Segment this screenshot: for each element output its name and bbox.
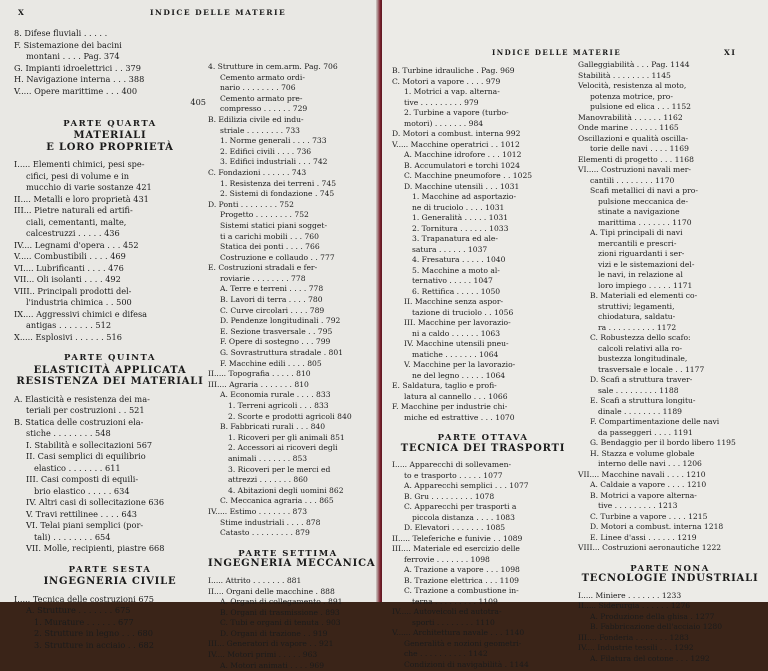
index-line: I..... Elementi chimici, pesi spe-	[14, 159, 145, 169]
index-line: roviarie . . . . . . . . 778	[220, 273, 306, 283]
index-line: X..... Esplosivi . . . . . . 516	[14, 331, 122, 342]
index-line: 3. Edifici industriali . . . 742	[220, 157, 328, 167]
index-line: Statica dei ponti . . . . 766	[220, 242, 320, 252]
index-line: 3. Ricoveri per le merci ed	[228, 464, 331, 474]
index-line: calcoli relativi alla ro-	[598, 343, 683, 353]
index-line: Sistemi statici piani sogget-	[220, 220, 328, 230]
index-line: 3. Trapanatura ed ale-	[412, 234, 498, 243]
index-line: F. Compartimentazione delle navi	[590, 417, 720, 426]
left-page	[0, 0, 382, 670]
index-line: antigas . . . . . . . 512	[26, 320, 112, 330]
index-line: D. Scafi a struttura traver-	[590, 375, 693, 384]
index-line: to e trasporto . . . . . 1077	[404, 470, 503, 480]
index-line: A. Organi di collegamento . 891	[220, 597, 343, 607]
index-line: C. Tubi e organi di tenuta . 903	[220, 618, 341, 628]
index-line: piccola distanza . . . . 1083	[412, 512, 515, 522]
index-line: E. Scafi a struttura longitu-	[590, 396, 696, 405]
index-line: ti a carichi mobili . . . 760	[220, 231, 319, 241]
index-line: A. Apparecchi semplici . . . 1077	[404, 481, 529, 490]
index-line: III.... Materiale ed esercizio delle	[392, 544, 520, 553]
index-line: V. Travi rettilinee . . . . 643	[26, 508, 137, 519]
index-line: VI..... Costruzioni navali mer-	[578, 165, 691, 174]
index-line: V. Macchine per la lavorazio-	[404, 360, 516, 369]
index-line: Oscillazioni e qualità oscilla-	[578, 133, 689, 143]
index-line: III. Casi composti di equili-	[26, 474, 139, 484]
index-line: torie delle navi . . . . 1169	[590, 144, 689, 153]
index-line: 1. Terreni agricoli . . . 833	[228, 401, 329, 410]
index-line: Cemento armato pre-	[220, 93, 303, 103]
index-line: Manovrabilità . . . . . . 1162	[578, 112, 683, 122]
part-label: PARTE SESTA	[68, 564, 152, 575]
index-line: C. Turbine a vapore . . . . 1215	[590, 511, 708, 521]
part-title: INGEGNERIA MECCANICA	[208, 558, 376, 570]
index-line: 2. Sistemi di fondazione . 745	[220, 189, 335, 199]
index-line: D. Pendenze longitudinali . 792	[220, 316, 341, 326]
index-line: IV..... Estimo . . . . . . . 873	[208, 506, 308, 516]
index-line: VIII.. Principali prodotti del-	[14, 285, 132, 296]
index-line: B. Accumulatori e torchi 1024	[404, 160, 520, 170]
part-title: INGEGNERIA CIVILE	[43, 576, 177, 587]
index-line: Elementi di progetto . . . 1168	[578, 154, 694, 164]
index-line: V..... Macchine operatrici . . 1012	[392, 139, 520, 149]
index-line: terna . . . . . . . . . 1109	[412, 596, 498, 606]
index-line: 1. Generalità . . . . . 1031	[412, 213, 509, 222]
index-line: E. Saldatura, taglio e profi-	[392, 381, 497, 390]
index-line: 2. Turbine a vapore (turbo-	[404, 108, 509, 117]
index-line: sporti . . . . . . . . 1110	[412, 617, 495, 627]
index-line: A. Terre e terreni . . . . 778	[220, 284, 324, 294]
index-line: B. Organi di trasmissione . 893	[220, 607, 340, 617]
index-line: cantili . . . . . . . . 1170	[590, 175, 675, 185]
index-line: da passeggeri . . . . 1191	[598, 427, 693, 437]
index-line: III.... Agraria . . . . . . . 810	[208, 379, 309, 389]
index-line: ternativo . . . . . 1047	[412, 276, 493, 285]
index-line: C. Motori a vapore . . . . 979	[392, 76, 501, 86]
index-line: Velocità, resistenza al moto,	[578, 81, 687, 90]
index-line: stinate a navigazione	[598, 207, 680, 216]
index-line: bustezza longitudinale,	[598, 354, 688, 363]
index-line: B. Statica delle costruzioni ela-	[14, 416, 144, 427]
index-line: I..... Miniere . . . . . . . 1233	[578, 590, 682, 600]
index-line: I. Stabilità e sollecitazioni 567	[26, 439, 153, 450]
index-line: B. Fabbricazione dell'acciaio 1280	[590, 622, 723, 631]
index-line: A. Caldaie a vapore . . . . 1210	[590, 480, 707, 489]
index-line: Progetto . . . . . . . . 752	[220, 210, 309, 220]
index-line: IV..... Autoveicoli ed autotra-	[392, 607, 502, 616]
index-line: loro impiego . . . . . 1171	[598, 280, 693, 290]
index-line: compresso . . . . . . 729	[220, 104, 308, 114]
index-line: cifici, pesi di volume e in	[26, 170, 130, 181]
index-line: E. Linee d'assi . . . . . . 1219	[590, 532, 697, 542]
index-line: motori) . . . . . . . 984	[404, 118, 484, 128]
index-line: II. Casi semplici di equilibrio	[26, 451, 146, 461]
index-line: 6. Rettifica . . . . . 1050	[412, 286, 501, 296]
index-line: che . . . . . . . . . . 1142	[404, 649, 488, 658]
index-line: A. Elasticità e resistenza dei ma-	[14, 393, 150, 404]
index-line: C. Curve circolari . . . . 789	[220, 305, 325, 315]
left-column-1	[14, 28, 206, 651]
index-line: calcestruzzi . . . . . 436	[26, 228, 120, 238]
index-line: A. Filatura del cotone . . . 1292	[590, 653, 710, 663]
index-line: 1. Norme generali . . . . 733	[220, 136, 327, 146]
index-line: B. Fabbricati rurali . . . 840	[220, 422, 326, 432]
index-line: C. Meccanica agraria . . . 865	[220, 496, 334, 506]
index-line: ra . . . . . . . . . . 1172	[598, 322, 677, 332]
index-line: C. Macchine pneumofore . . 1025	[404, 171, 533, 180]
index-line: V..... Combustibili . . . . 469	[14, 251, 126, 261]
index-line: Cemento armato ordi-	[220, 72, 305, 82]
index-line: IV.... Motori primi . . . . . 963	[208, 650, 318, 660]
part-title: ELASTICITÀ APPLICATA	[33, 364, 187, 376]
index-line: 1. Ricoveri per gli animali 851	[228, 432, 345, 442]
index-line: tive . . . . . . . . . 1213	[598, 501, 678, 510]
index-line: montani . . . . Pag. 374	[26, 51, 120, 61]
part-label: PARTE QUARTA	[63, 118, 157, 129]
index-line: B. Edilizia civile ed indu-	[208, 114, 304, 124]
index-line: F. Sistemazione dei bacini	[14, 39, 122, 50]
index-line: VII. Molle, recipienti, piastre 668	[26, 543, 165, 553]
index-line: D. Ponti . . . . . . . . 752	[208, 199, 294, 209]
index-line: zioni riguardanti i ser-	[598, 249, 685, 258]
part-title: E LORO PROPRIETÀ	[46, 141, 174, 153]
index-line: le navi, in relazione al	[598, 270, 683, 279]
index-line: 1. Resistenza dei terreni . 745	[220, 178, 337, 188]
index-line: Costruzione e collaudo . . 777	[220, 252, 335, 262]
index-line: D. Macchine utensili . . . 1031	[404, 181, 520, 191]
index-line: Condizioni di navigabilità . 1144	[404, 659, 529, 669]
index-line: VI. Telai piani semplici (por-	[26, 520, 144, 530]
index-line: E. Costruzioni stradali e fer-	[208, 263, 318, 273]
index-line: tazione di truciolo . . 1056	[412, 307, 514, 317]
index-line: D. Elevatori . . . . . . . 1085	[404, 523, 506, 532]
right-column-1	[392, 66, 574, 670]
index-line: D. Organi di trazione . . 919	[220, 628, 328, 638]
index-line: 2. Tornitura . . . . . . 1033	[412, 223, 509, 233]
index-line: B. Trazione elettrica . . . 1109	[404, 575, 520, 585]
index-line: 405	[190, 97, 206, 107]
index-line: 1. Murature . . . . . . 677	[34, 616, 134, 627]
index-line: vizi e le sistemazioni del-	[598, 259, 695, 269]
index-line: Catasto . . . . . . . . . 879	[220, 528, 310, 538]
right-running-header: INDICE DELLE MATERIE	[492, 48, 622, 57]
part-title: TECNICA DEI TRASPORTI	[400, 442, 566, 454]
index-line: potenza motrice, pro-	[590, 91, 673, 101]
left-column-2	[208, 62, 376, 671]
left-running-header: INDICE DELLE MATERIE	[150, 8, 287, 17]
right-column-2	[578, 60, 762, 664]
index-line: F. Opere di sostegno . . . 799	[220, 337, 331, 347]
index-line: ne del legno . . . . . 1064	[412, 370, 506, 380]
index-line: D. Motori a combust. interna 992	[392, 129, 521, 138]
index-line: A. Macchine idrofore . . . 1012	[404, 150, 522, 159]
index-line: interno delle navi . . . 1206	[598, 459, 702, 468]
index-line: 2. Strutture in legno . . . 680	[34, 628, 153, 638]
index-line: VII.... Macchine navali . . . . 1210	[578, 469, 706, 479]
part-title: RESISTENZA DEI MATERIALI	[16, 376, 204, 387]
index-line: I..... Tecnica delle costruzioni 675	[14, 593, 155, 604]
index-line: 4. Strutture in cem.arm. Pag. 706	[208, 62, 338, 71]
part-label: PARTE NONA	[630, 563, 710, 574]
index-line: dinale . . . . . . . . 1189	[598, 406, 682, 416]
index-line: II..... Teleferiche e funivie . . 1089	[392, 533, 523, 543]
index-line: IV. Altri casi di sollecitazione 636	[26, 497, 165, 507]
part-label: PARTE SETTIMA	[238, 548, 338, 559]
index-line: H. Stazza e volume globale	[590, 448, 695, 458]
index-line: 4. Abitazioni degli uomini 862	[228, 485, 344, 495]
index-line: F. Macchine per industrie chi-	[392, 402, 508, 411]
index-line: stiche . . . . . . . . 548	[26, 428, 111, 438]
index-line: ciali, cementanti, malte,	[26, 216, 127, 227]
index-line: l'industria chimica . . 500	[26, 297, 132, 307]
index-line: II. Macchine senza aspor-	[404, 297, 504, 306]
index-line: elastico . . . . . . . 611	[34, 462, 121, 473]
index-line: F. Macchine edili . . . . 805	[220, 358, 322, 368]
index-line: II.... Metalli e loro proprietà 431	[14, 193, 149, 204]
index-line: G. Bendaggio per il bordo libero 1195	[590, 438, 736, 447]
index-line: C. Robustezza dello scafo:	[590, 333, 691, 342]
index-line: H. Navigazione interna . . . 388	[14, 74, 145, 84]
right-page-number: XI	[724, 48, 737, 57]
index-line: trasversale e locale . . 1177	[598, 364, 705, 374]
index-line: 8. Difese fluviali . . . . .	[14, 28, 108, 38]
index-line: pulsione ed elica . . . 1152	[590, 102, 691, 111]
index-line: V..... Opere marittime . . . 400	[14, 85, 138, 96]
part-label: PARTE OTTAVA	[437, 433, 529, 443]
index-line: marittima . . . . . . . 1170	[598, 217, 692, 227]
part-title: MATERIALI	[73, 130, 147, 141]
index-line: C. Fondazioni . . . . . . 743	[208, 167, 307, 177]
index-line: 1. Macchine ad asportazio-	[412, 192, 517, 201]
index-line: chiodatura, saldatu-	[598, 312, 676, 321]
index-line: ni a caldo . . . . . . 1063	[412, 328, 501, 338]
index-line: striale . . . . . . . . 733	[220, 125, 300, 135]
index-line: B. Motrici a vapore alterna-	[590, 490, 697, 500]
index-line: 2. Edifici civili . . . . 736	[220, 146, 312, 156]
index-line: IV.... Industrie tessili . . . 1292	[578, 643, 694, 652]
index-line: tali) . . . . . . . . 654	[34, 531, 111, 542]
index-line: VI.... Lubrificanti . . . . 476	[14, 262, 124, 273]
index-line: animali . . . . . . . 853	[228, 453, 308, 463]
index-line: nario . . . . . . . . 706	[220, 83, 296, 93]
index-line: sale . . . . . . . . . 1188	[598, 385, 679, 395]
index-line: A. Motori animati . . . . 969	[220, 660, 325, 670]
index-line: Stabilità . . . . . . . . 1145	[578, 70, 671, 80]
index-line: A. Tipi principali di navi	[590, 228, 683, 237]
index-line: 4. Fresatura . . . . . 1040	[412, 255, 506, 264]
right-page	[382, 0, 768, 669]
index-line: G. Impianti idroelettrici . . 379	[14, 62, 141, 73]
index-line: IX.... Aggressivi chimici e difesa	[14, 308, 148, 319]
index-line: IV.... Legnami d'opera . . . 452	[14, 239, 139, 250]
index-line: matiche . . . . . . . 1064	[412, 349, 499, 359]
index-line: 2. Scorte e prodotti agricoli 840	[228, 411, 352, 421]
index-line: 1. Motrici a vap. alterna-	[404, 87, 500, 96]
index-line: III. Macchine per lavorazio-	[404, 318, 511, 327]
index-line: G. Sovrastruttura stradale . 801	[220, 348, 344, 358]
index-line: V...... Architettura navale . . . 1140	[392, 628, 525, 637]
index-line: B. Gru . . . . . . . . . 1078	[404, 491, 495, 501]
index-line: 5. Macchine a moto al-	[412, 265, 500, 275]
index-line: C. Apparecchi per trasporti a	[404, 502, 517, 511]
index-line: IV. Macchine utensili pneu-	[404, 339, 509, 348]
index-line: ferrovie . . . . . . . 1098	[404, 554, 490, 564]
index-line: 3. Strutture in acciaio . . 682	[34, 639, 154, 650]
index-line: teriali per costruzioni . . 521	[26, 405, 145, 415]
index-line: brio elastico . . . . . 634	[34, 485, 130, 496]
index-line: miche ed estrattive . . . 1070	[404, 412, 515, 422]
index-line: Generalità e nozioni geometri-	[404, 638, 522, 648]
left-page-number: X	[18, 8, 26, 17]
index-line: III.... Fonderia . . . . . . . 1283	[578, 632, 689, 642]
index-line: attrezzi . . . . . . . 860	[228, 475, 308, 485]
index-line: Onde marine . . . . . . 1165	[578, 123, 679, 132]
index-line: A. Produzione della ghisa . 1277	[590, 611, 715, 621]
index-line: struttivi; legamenti,	[598, 301, 675, 311]
index-line: Galleggiabilità . . . Pag. 1144	[578, 60, 690, 69]
index-line: B. Materiali ed elementi co-	[590, 291, 698, 300]
index-line: mercantili e prescri-	[598, 238, 677, 248]
index-line: E. Sezione trasversale . . 795	[220, 326, 333, 336]
index-line: ne di truciolo . . . . 1031	[412, 202, 505, 212]
index-line: I..... Apparecchi di sollevamen-	[392, 460, 512, 469]
index-line: B. Turbine idrauliche . Pag. 969	[392, 66, 515, 75]
index-line: B. Lavori di terra . . . . 780	[220, 295, 323, 305]
part-label: PARTE QUINTA	[63, 353, 157, 363]
index-line: VIII... Costruzioni aeronautiche 1222	[578, 543, 722, 552]
index-line: III... Generatori di vapore . . 921	[208, 639, 334, 649]
index-line: 2. Accessori ai ricoveri degli	[228, 443, 338, 453]
index-line: C. Trazione a combustione in-	[404, 586, 519, 595]
index-line: A. Trazione a vapore . . . 1098	[404, 565, 520, 574]
index-line: III... Pietre naturali ed artifi-	[14, 205, 133, 215]
index-line: satura . . . . . . 1037	[412, 244, 488, 254]
index-line: VII... Oli isolanti . . . . 492	[14, 274, 121, 284]
index-line: Scafi metallici di navi a pro-	[590, 186, 698, 195]
index-line: II..... Topografia . . . . . 810	[208, 369, 311, 379]
index-line: tive . . . . . . . . . 979	[404, 97, 479, 107]
part-title: TECNOLOGIE INDUSTRIALI	[581, 573, 759, 584]
index-line: II.... Organi delle macchine . 888	[208, 586, 335, 596]
index-line: II..... Siderurgia . . . . . . 1276	[578, 601, 691, 610]
index-line: I..... Attrito . . . . . . . 881	[208, 575, 302, 585]
index-line: pulsione meccanica de-	[598, 196, 689, 206]
index-line: A. Economia rurale . . . . 833	[220, 390, 331, 400]
index-line: A. Strutture . . . . . . . 675	[26, 605, 131, 615]
index-line: D. Motori a combust. interna 1218	[590, 522, 724, 531]
index-line: Stime industriali . . . . 878	[220, 517, 321, 527]
index-line: mucchio di varie sostanze 421	[26, 182, 152, 192]
index-line: latura al cannello . . . 1066	[404, 391, 508, 401]
